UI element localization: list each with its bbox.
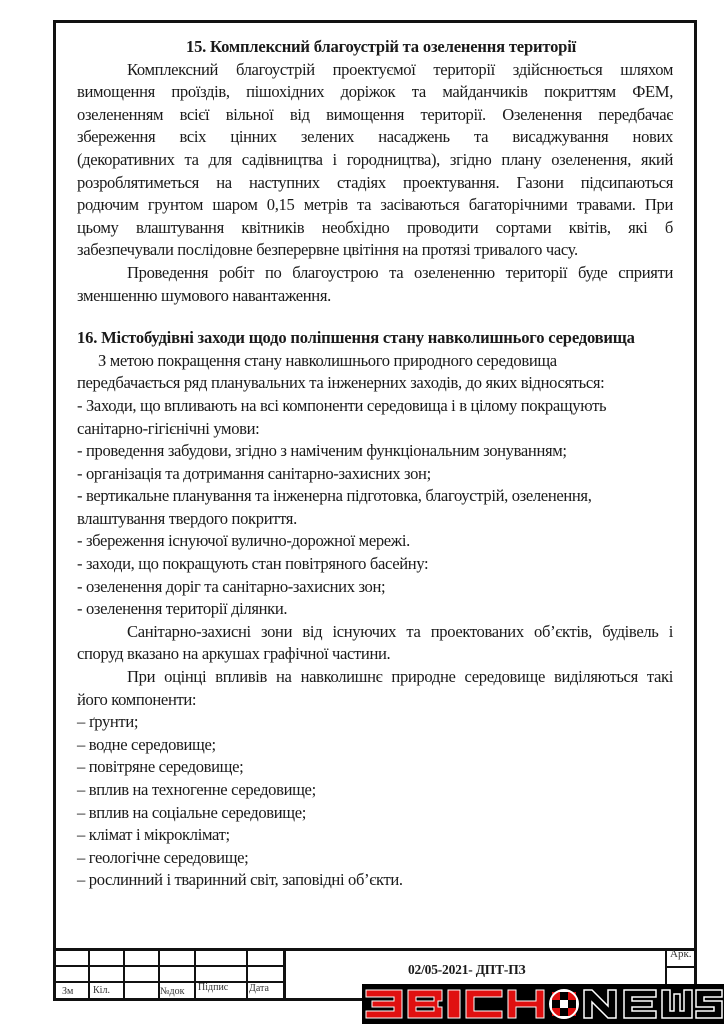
- list-item: санітарно-гігієнічні умови:: [77, 418, 260, 438]
- paragraph-line: родючим грунтом шаром 0,15 метрів та засіваються багаторічними травами. При: [77, 195, 673, 215]
- list-item: – повітряне середовище;: [77, 757, 244, 777]
- list-item: – водне середовище;: [77, 734, 216, 754]
- title-block-top-line: [53, 948, 697, 951]
- list-item: - вертикальне планування та інженерна підготовка, благоустрій, озеленення,: [77, 486, 592, 506]
- title-block-col-line: [123, 949, 125, 1000]
- paragraph-line: розроблятиметься на наступних стадіях проектування. Газони підсипаються: [77, 172, 673, 192]
- paragraph-line: При оцінці впливів на навколишнє природне середовище виділяються такі: [127, 667, 673, 687]
- frame-right-line: [694, 20, 697, 985]
- paragraph-line: цьому влаштування квітників необхідно проводити сортами квітів, які б: [77, 217, 673, 237]
- watermark-logo: [362, 984, 724, 1024]
- paragraph-line: передбачається ряд планувальних та інженерних заходів, до яких відносяться:: [77, 373, 605, 393]
- label-revision: Зм: [62, 986, 74, 997]
- paragraph-line: споруд вказано на аркушах графічної частини.: [77, 644, 391, 664]
- list-item: - озеленення доріг та санітарно-захисних зон;: [77, 576, 386, 596]
- section-15-heading: 15. Комплексний благоустрій та озеленення території: [185, 37, 577, 56]
- list-item: – клімат і мікроклімат;: [77, 825, 230, 845]
- paragraph-line: Проведення робіт по благоустрою та озелененню території буде сприяти: [127, 262, 673, 282]
- logo-graphic: [362, 984, 724, 1024]
- list-item: - проведення забудови, згідно з наміченим функціональним зонуванням;: [77, 441, 567, 461]
- label-quantity: Кіл.: [93, 985, 110, 996]
- document-code: 02/05-2021- ДПТ-ПЗ: [408, 962, 526, 977]
- list-item: – геологічне середовище;: [77, 847, 249, 867]
- list-item: – вплив на соціальне середовище;: [77, 802, 306, 822]
- paragraph-line: забезпечували послідовне безперервне цвітіння на протязі тривалого часу.: [77, 240, 578, 260]
- label-date: Дата: [249, 983, 269, 994]
- paragraph-line: Комплексний благоустрій проектуємої території здійснюється шляхом: [127, 59, 673, 79]
- title-block-col-line: [246, 949, 248, 1000]
- title-block-col-line: [283, 949, 286, 1000]
- checkered-ball-icon: [550, 990, 578, 1018]
- list-item: - організація та дотримання санітарно-захисних зон;: [77, 463, 431, 483]
- paragraph-line: озелененням всієї вільної від вимощення території. Озеленення передбачає: [77, 104, 673, 124]
- label-signature: Підпис: [198, 982, 229, 993]
- section-16-heading: 16. Містобудівні заходи щодо поліпшення стану навколишнього середовища: [77, 328, 635, 348]
- list-item: – рослинний і тваринний світ, заповідні об’єкти.: [77, 870, 403, 890]
- paragraph-line: Санітарно-захисні зони від існуючих та проектованих об’єктів, будівель і: [127, 621, 673, 641]
- paragraph-line: З метою покращення стану навколишнього природного середовища: [98, 350, 557, 370]
- paragraph-line: вимощення проїздів, пішохідних доріжок та майданчиків покриттям ФЕМ,: [77, 82, 673, 102]
- list-item: – ґрунти;: [77, 712, 139, 732]
- title-block-sheet-divider: [666, 966, 697, 968]
- paragraph-line: його компоненти:: [77, 689, 197, 709]
- list-item: - озеленення території ділянки.: [77, 599, 288, 619]
- label-doc-number: №док: [160, 986, 185, 997]
- list-item: – вплив на техногенне середовище;: [77, 780, 316, 799]
- title-block-col-line: [53, 948, 56, 1001]
- sheet-label: Арк.: [670, 948, 692, 960]
- list-item: - заходи, що покращують стан повітряного басейну:: [77, 554, 429, 574]
- title-block-col-line: [665, 949, 667, 985]
- title-block-bottom-line: [53, 998, 365, 1001]
- list-item: - збереження існуючої вулично-дорожної мережі.: [77, 531, 410, 551]
- document-body: [77, 36, 673, 892]
- paragraph-line: (декоративних та для садівництва і городництва), згідно плану озеленення, який: [77, 149, 673, 169]
- title-block-col-line: [88, 949, 90, 1000]
- paragraph-line: зменшенню шумового навантаження.: [77, 285, 331, 305]
- paragraph-line: збереження всіх цінних зелених насаджень та висаджування нових: [77, 127, 673, 147]
- title-block-col-line: [194, 949, 196, 1000]
- list-item: влаштування твердого покриття.: [77, 508, 297, 528]
- list-item: - Заходи, що впливають на всі компоненти середовища і в цілому покращують: [77, 395, 607, 415]
